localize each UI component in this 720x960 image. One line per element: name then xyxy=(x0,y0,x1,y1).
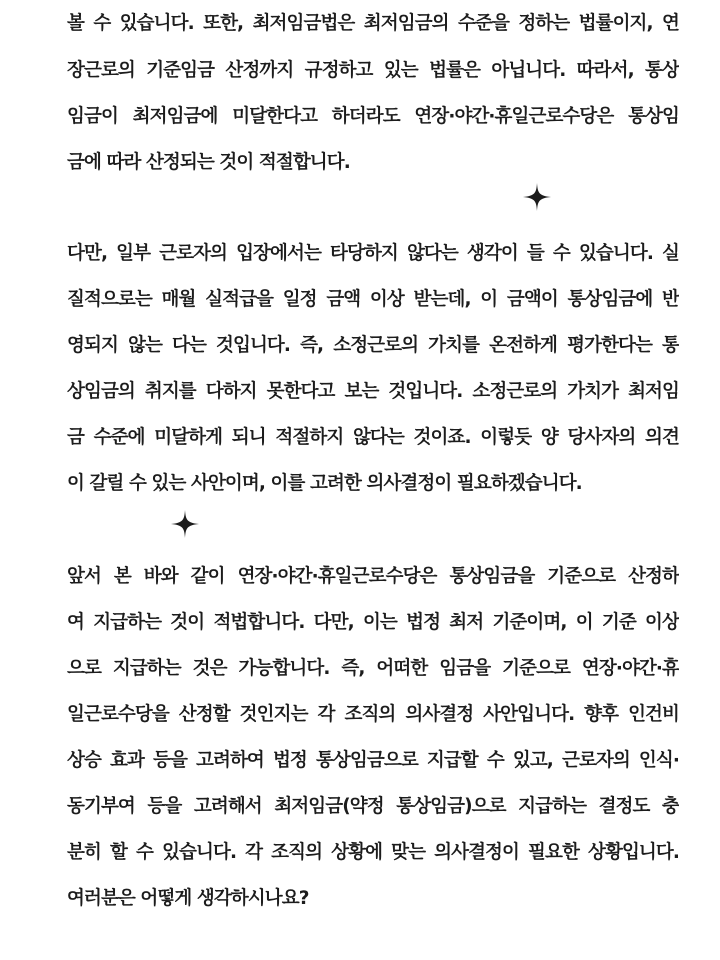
text-line: 으로 지급하는 것은 가능합니다. 즉, 어떠한 임금을 기준으로 연장·야간·휴 xyxy=(67,658,679,679)
text-line: 동기부여 등을 고려해서 최저임금(약정 통상임금)으로 지급하는 결정도 충 xyxy=(67,796,679,817)
text-line: 앞서 본 바와 같이 연장·야간·휴일근로수당은 통상임금을 기준으로 산정하 xyxy=(67,566,679,587)
text-line: 다만, 일부 근로자의 입장에서는 타당하지 않다는 생각이 들 수 있습니다. 실 xyxy=(67,243,679,264)
text-line: 금 수준에 미달하게 되니 적절하지 않다는 것이죠. 이렇듯 양 당사자의 의견 xyxy=(67,427,679,448)
text-line: 이 갈릴 수 있는 사안이며, 이를 고려한 의사결정이 필요하겠습니다. xyxy=(67,473,582,494)
text-line: 상승 효과 등을 고려하여 법정 통상임금으로 지급할 수 있고, 근로자의 인식· xyxy=(67,750,679,771)
text-line: 상임금의 취지를 다하지 못한다고 보는 것입니다. 소정근로의 가치가 최저임 xyxy=(67,381,679,402)
paragraph-2 xyxy=(67,231,679,507)
text-line: 임금이 최저임금에 미달한다고 하더라도 연장·야간·휴일근로수당은 통상임 xyxy=(67,106,679,127)
text-line: 분히 할 수 있습니다. 각 조직의 상황에 맞는 의사결정이 필요한 상황입니다. xyxy=(67,842,679,863)
paragraph-3 xyxy=(67,554,679,922)
sparkle-icon xyxy=(169,508,201,540)
text-line: 일근로수당을 산정할 것인지는 각 조직의 의사결정 사안입니다. 향후 인건비 xyxy=(67,704,679,725)
text-line: 질적으로는 매월 실적급을 일정 금액 이상 받는데, 이 금액이 통상임금에 반 xyxy=(67,289,679,310)
sparkle-icon xyxy=(521,181,553,213)
text-line: 볼 수 있습니다. 또한, 최저임금법은 최저임금의 수준을 정하는 법률이지, 연 xyxy=(67,13,679,34)
text-line: 여 지급하는 것이 적법합니다. 다만, 이는 법정 최저 기준이며, 이 기준 이상 xyxy=(67,612,679,633)
paragraph-1 xyxy=(67,0,679,186)
text-line: 여러분은 어떻게 생각하시나요? xyxy=(67,888,309,909)
text-line: 영되지 않는 다는 것입니다. 즉, 소정근로의 가치를 온전하게 평가한다는 통 xyxy=(67,335,679,356)
text-line: 금에 따라 산정되는 것이 적절합니다. xyxy=(67,152,350,173)
text-line: 장근로의 기준임금 산정까지 규정하고 있는 법률은 아닙니다. 따라서, 통상 xyxy=(67,60,679,81)
